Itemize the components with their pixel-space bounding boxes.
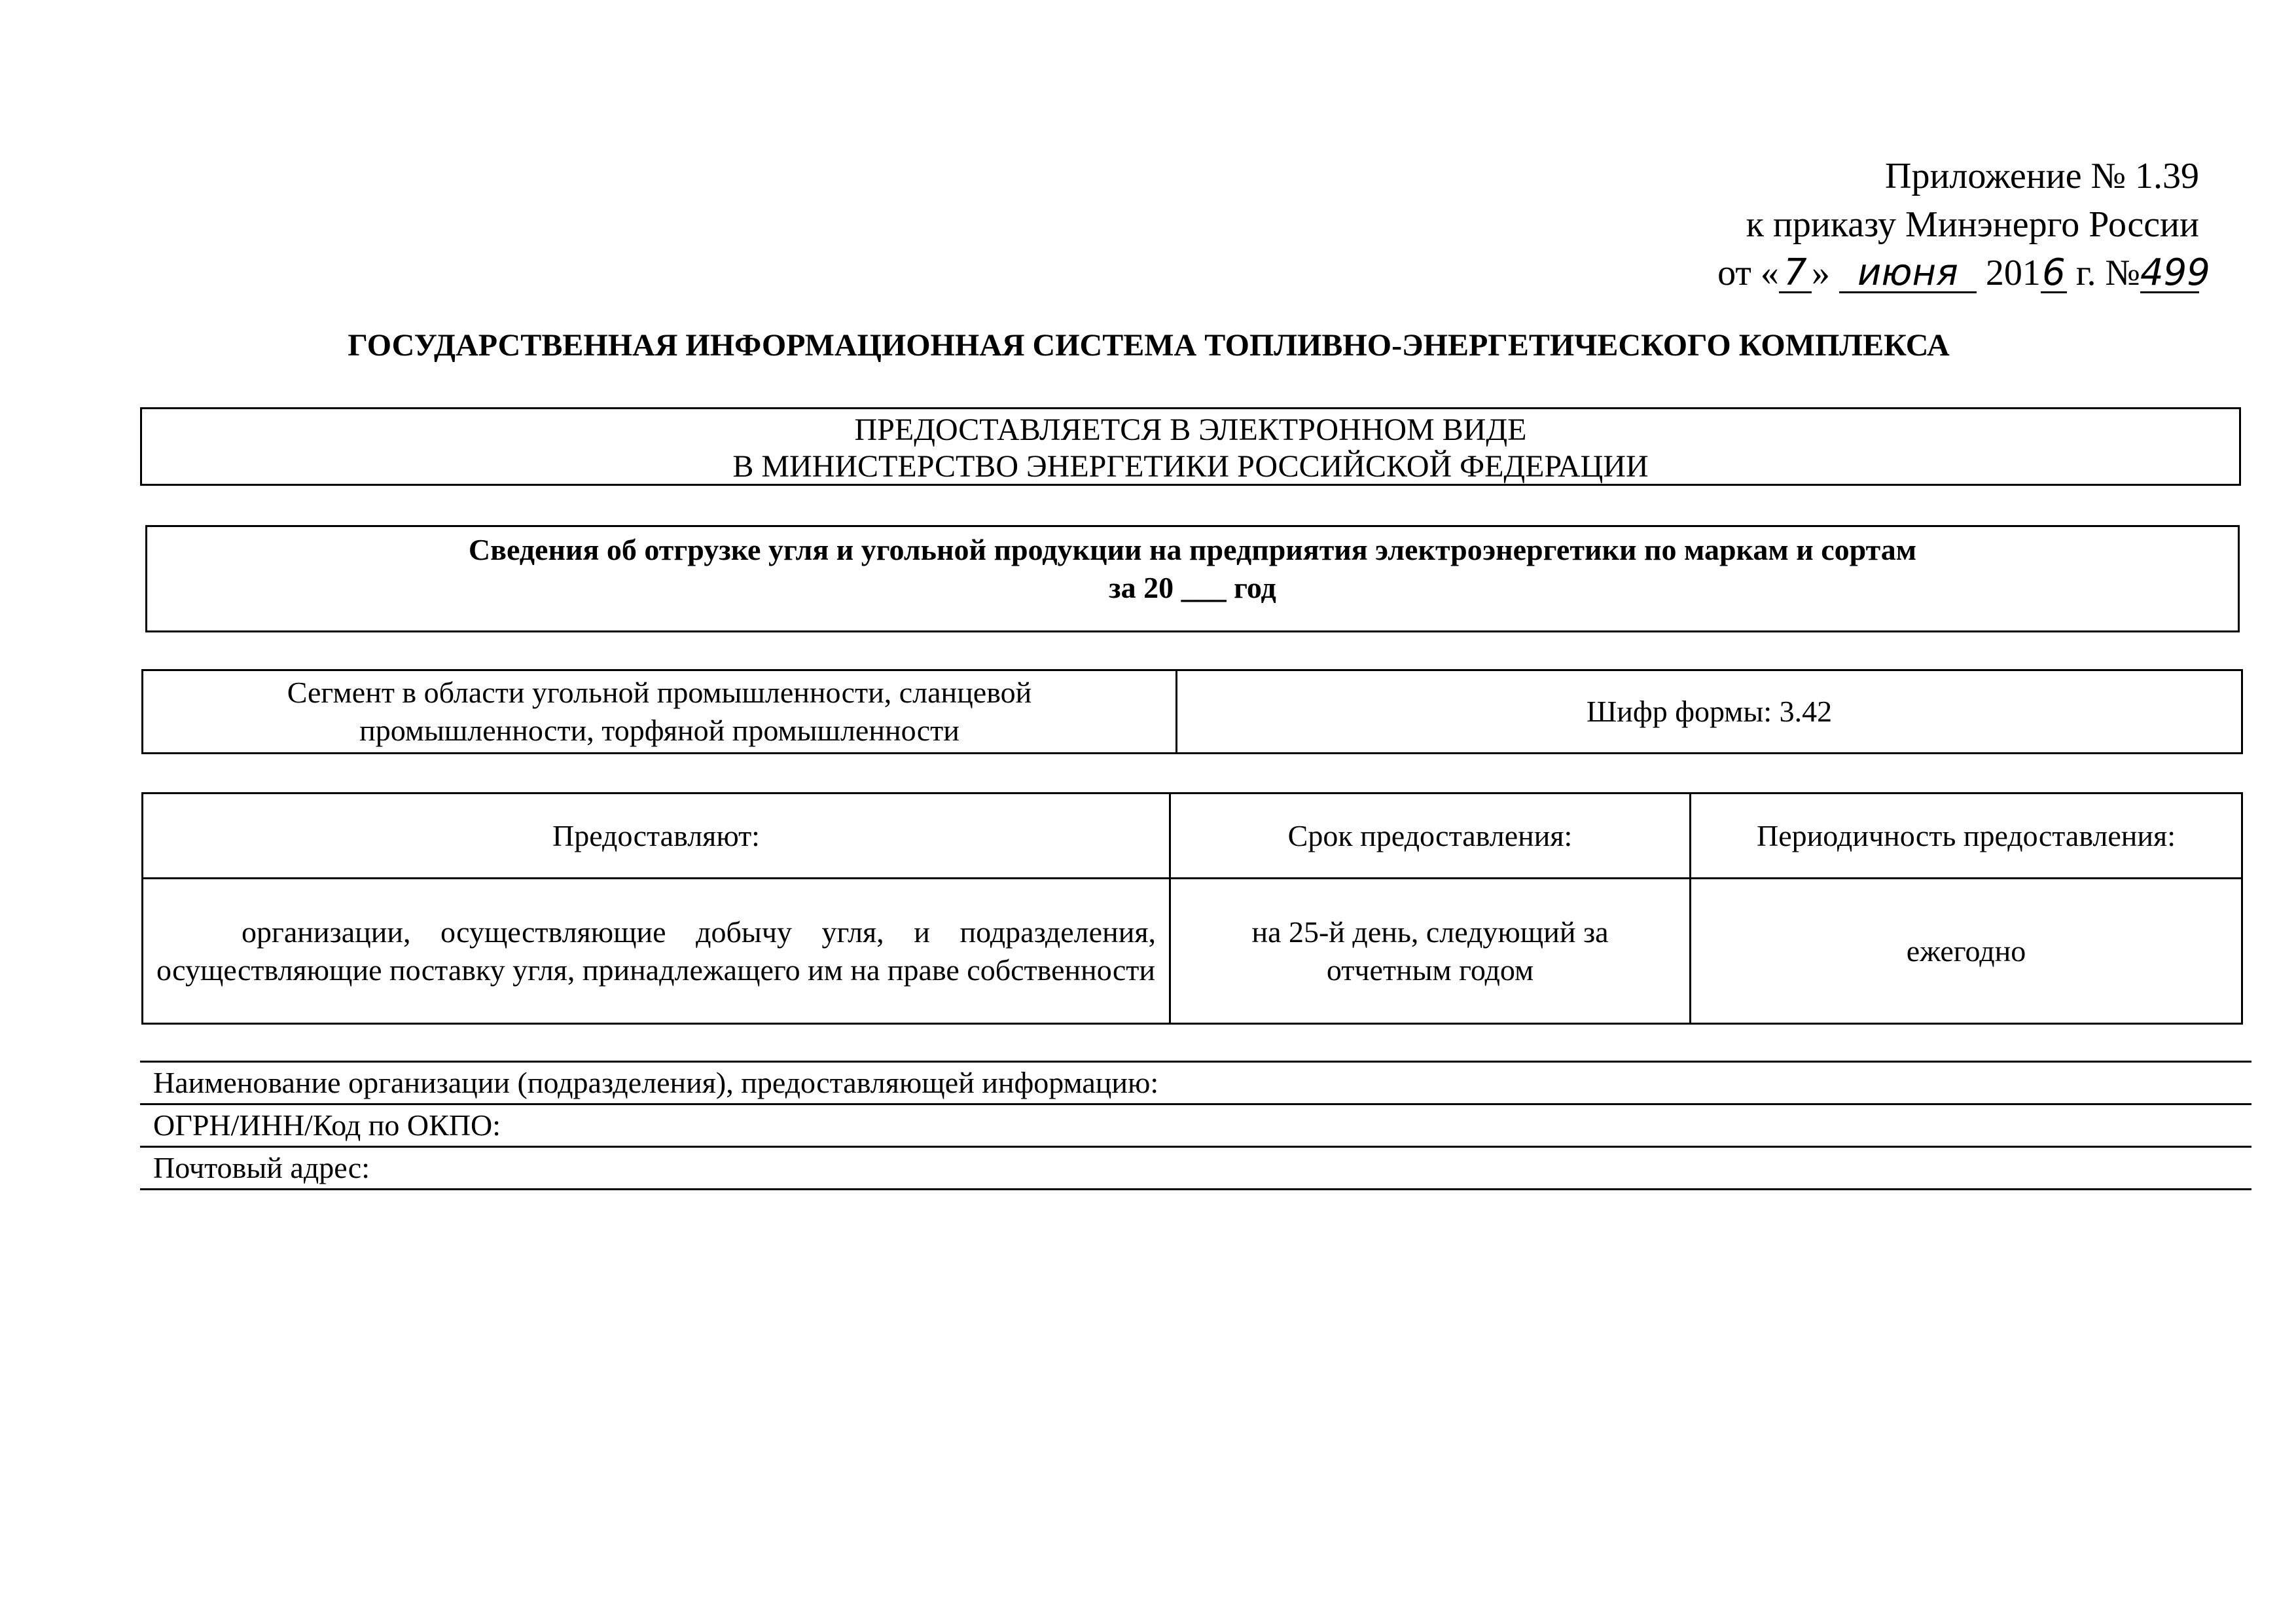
deadline-line-2: отчетным годом xyxy=(1326,953,1534,987)
deadline-line-1: на 25-й день, следующий за xyxy=(1251,915,1609,949)
report-period: за 20 ___ год xyxy=(1109,571,1276,604)
form-code-cell: Шифр формы: 3.42 xyxy=(1177,670,2242,754)
header-deadline: Срок предоставления: xyxy=(1170,793,1691,879)
system-title: ГОСУДАРСТВЕННАЯ ИНФОРМАЦИОННАЯ СИСТЕМА ТОПЛИВНО-ЭНЕРГЕТИЧЕСКОГО КОМПЛЕКСА xyxy=(348,328,1950,363)
electronic-submission-box xyxy=(140,407,2241,486)
segment-line-1: Сегмент в области угольной промышленности, сланцевой xyxy=(287,676,1032,709)
deadline-cell xyxy=(1170,879,1691,1024)
appendix-number: Приложение № 1.39 xyxy=(1885,156,2199,196)
segment-cell xyxy=(143,670,1177,754)
field-org-name: Наименование организации (подразделения), предоставляющей информацию: xyxy=(140,1061,2251,1103)
organization-fields xyxy=(140,1061,2251,1190)
handwritten-order-number: 499 xyxy=(2140,251,2210,294)
electronic-line-2: В МИНИСТЕРСТВО ЭНЕРГЕТИКИ РОССИЙСКОЙ ФЕДЕРАЦИИ xyxy=(732,449,1649,484)
frequency-cell: ежегодно xyxy=(1691,879,2242,1024)
date-prefix: от « xyxy=(1717,253,1779,293)
submission-table xyxy=(141,792,2243,1025)
field-address: Почтовый адрес: xyxy=(140,1146,2251,1190)
date-mid: » xyxy=(1811,253,1830,293)
appendix-header xyxy=(1676,152,2210,297)
electronic-line-1: ПРЕДОСТАВЛЯЕТСЯ В ЭЛЕКТРОННОМ ВИДЕ xyxy=(854,412,1527,447)
handwritten-year-digit: 6 xyxy=(2041,255,2067,293)
segment-table xyxy=(141,669,2243,754)
field-ids: ОГРН/ИНН/Код по ОКПО: xyxy=(140,1103,2251,1146)
number-label: г. № xyxy=(2075,253,2140,293)
header-providers: Предоставляют: xyxy=(143,793,1170,879)
year-prefix: 201 xyxy=(1985,253,2041,293)
handwritten-day: 7 xyxy=(1779,255,1812,293)
report-title-box xyxy=(145,525,2240,632)
handwritten-month: июня xyxy=(1839,255,1977,293)
header-frequency: Периодичность предоставления: xyxy=(1691,793,2242,879)
appendix-order-date xyxy=(1676,249,2210,297)
segment-line-2: промышленности, торфяной промышленности xyxy=(359,714,960,747)
appendix-order-ref: к приказу Минэнерго России xyxy=(1746,204,2199,245)
providers-cell: организации, осуществляющие добычу угля, и подразделения, осуществляющие поставку угля, принадлежащего им на праве собственности xyxy=(143,879,1170,1024)
report-title: Сведения об отгрузке угля и угольной продукции на предприятия электроэнергетики по маркам и сортам xyxy=(468,533,1917,566)
